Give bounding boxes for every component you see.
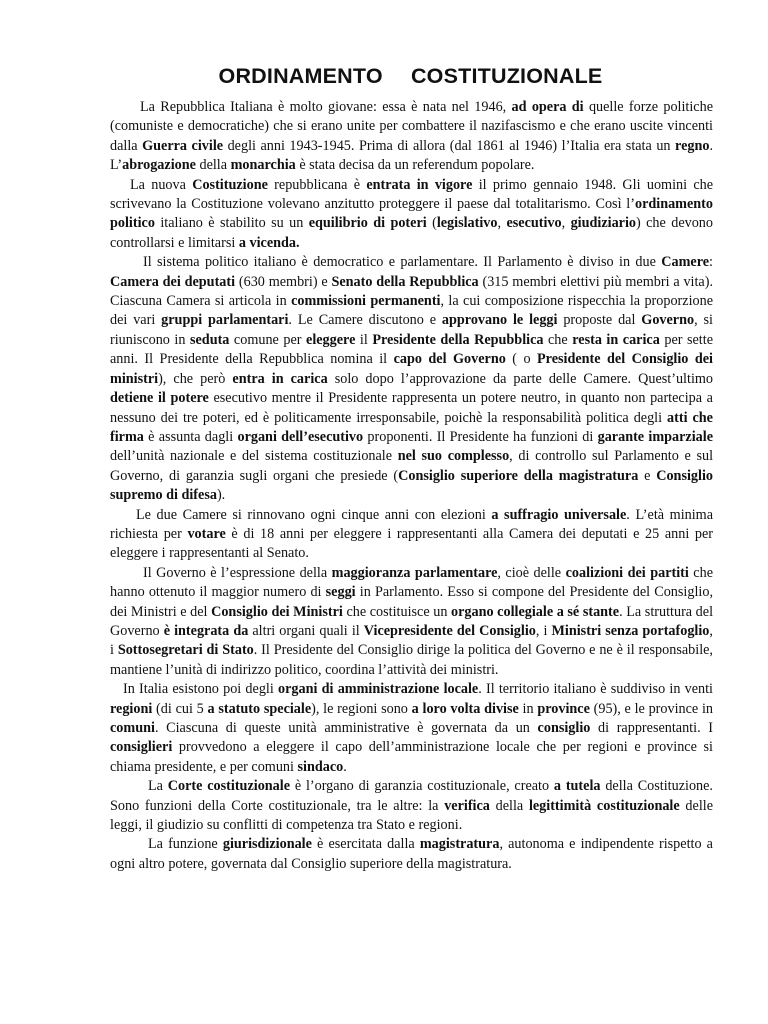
bold-term: coalizioni dei partiti [565,564,689,581]
paragraph-government [110,564,713,680]
bold-term: Presidente del Consiglio dei ministri [110,351,713,387]
text-run: , i [535,622,552,639]
bold-term: sindaco [297,758,344,775]
text-run: . La struttura del Governo [110,603,714,639]
bold-term: organo collegiale a sé stante [451,603,620,620]
paragraph-judiciary [110,835,713,874]
bold-term: Consiglio supremo di difesa [110,467,713,504]
bold-term: Costituzione [192,176,268,193]
bold-term: resta in carica [572,331,660,348]
text-run: , autonoma e indipendente rispetto a ogni altro potere, governata dal Consiglio superiore della magistratura. [110,836,713,872]
text-run: ). [216,487,226,504]
text-run: La Repubblica Italiana è molto giovane: essa è nata nel 1946, [140,99,512,115]
text-run: (630 membri) e [235,273,332,290]
bold-term: detiene il potere [110,390,209,407]
bold-term: seggi [325,584,356,601]
bold-term: è integrata da [163,622,249,639]
bold-term: monarchia [230,157,296,174]
text-run: Il Governo è l’espressione della [143,564,332,581]
bold-term: Consiglio superiore della magistratura [398,467,639,484]
text-run: in [518,700,538,717]
bold-term: esecutivo [506,215,562,232]
bold-term: legislativo [436,215,498,232]
text-run: è stata decisa da un referendum popolare. [295,157,535,174]
bold-term: Sottosegretari di Stato [117,642,254,659]
text-run: La nuova [130,176,193,193]
bold-term: maggioranza parlamentare [331,564,498,581]
bold-term: ordinamento politico [110,196,713,232]
bold-term: a suffragio universale [491,506,627,523]
text-run: , [497,215,507,232]
text-run: ) che devono controllarsi e limitarsi [110,215,713,251]
text-run: . Ciascuna di queste unità amministrative è governata da un [154,720,538,736]
bold-term: entrata in vigore [366,176,473,193]
text-run: , cioè delle [497,564,566,581]
bold-term: commissioni permanenti [291,293,441,310]
bold-term: capo del Governo [393,351,506,368]
paragraph-constitution [110,176,713,254]
bold-term: ad opera di [511,99,584,115]
bold-term: Ministri senza portafoglio [551,622,710,639]
text-run: . Il territorio italiano è suddiviso in venti [478,681,713,698]
text-run: proponenti. Il Presidente ha funzioni di [363,428,598,445]
text-run: e [638,467,657,484]
text-run: per sette anni. Il Presidente della Repubblica nomina il [110,331,713,368]
bold-term: garante imparziale [597,428,713,445]
bold-term: organi di amministrazione locale [278,681,479,698]
bold-term: regioni [110,700,153,717]
bold-term: a tutela [553,778,601,795]
text-run: Le due Camere si rinnovano ogni cinque anni con elezioni [136,506,492,523]
text-run: degli anni 1943-1945. Prima di allora (dal 1861 al 1946) l’Italia era stata un [223,137,676,154]
bold-term: magistratura [419,836,500,853]
bold-term: giurisdizionale [222,836,312,853]
text-run: quelle forze politiche (comuniste e democratiche) che si erano unite per combattere il nazifascismo e che erano uscite vincenti dalla [110,99,713,154]
text-run: ( o [505,351,538,368]
text-run: che costituisce un [342,603,452,620]
text-run: . [343,758,347,775]
text-run: , i [110,622,713,659]
bold-term: consiglio [537,720,591,736]
text-run: in Parlamento. Esso si compone del Presidente del Consiglio, dei Ministri e del [110,584,713,620]
bold-term: comuni [110,720,155,736]
text-run: solo dopo l’approvazione da parte delle Camere. Quest’ultimo [327,370,714,387]
text-run: della [489,797,529,814]
text-run: delle leggi, il giudizio su conflitti di competenza tra Stato e regioni. [110,797,714,834]
text-run: (95), e le province in [589,700,714,717]
text-run: (315 membri elettivi più membri a vita). Ciascuna Camera si articola in [110,273,713,310]
bold-term: a statuto speciale [207,700,312,717]
paragraph-parliament [110,253,713,505]
text-run: . L’ [110,137,713,174]
bold-term: Senato della Repubblica [331,273,479,290]
bold-term: equilibrio di poteri [308,215,427,232]
text-run: della [195,157,231,174]
text-run: ), che però [158,370,233,387]
text-run: italiano è stabilito su un [154,215,309,232]
text-run: dell’unità nazionale e del sistema costituzionale [110,448,398,465]
text-run: La funzione [148,836,223,853]
bold-term: a vicenda. [238,234,300,251]
bold-term: Consiglio dei Ministri [211,603,343,620]
paragraph-elections [110,506,713,564]
bold-term: Corte costituzionale [167,778,291,795]
text-run: . L’età minima richiesta per [110,506,714,542]
text-run: di rappresentanti. I [590,720,713,736]
bold-term: atti che firma [110,409,713,445]
text-run: è di 18 anni per eleggere i rappresentanti alla Camera dei deputati e 25 anni per eleggere i rappresentanti al Senato. [110,525,714,562]
text-run: provvedono a eleggere il capo dell’amministrazione locale che per regioni e province si chiama presidente, e per comuni [110,739,713,775]
text-run: della Costituzione. Sono funzioni della Corte costituzionale, tra le altre: la [110,778,713,814]
bold-term: eleggere [306,331,356,348]
text-run: . Il Presidente del Consiglio dirige la politica del Governo e ne è il responsabile, mantiene l’unità di indirizzo politico, coordina l’attività dei ministri. [110,642,713,678]
text-run: ( [426,215,437,232]
text-run: esecutivo mentre il Presidente rappresenta un potere neutro, in quanto non partecipa a nessuno dei tre poteri, ed è politicamente irresponsabile, poichè la responsabilità politica degli [110,390,713,426]
text-run: comune per [229,331,307,348]
text-run: è esercitata dalla [311,836,420,853]
text-run: Il sistema politico italiano è democratico e parlamentare. Il Parlamento è diviso in due [143,254,662,271]
bold-term: regno [675,137,710,154]
paragraph-local-administration [110,680,713,777]
text-run: , di controllo sul Parlamento e sul Governo, di garanzia sugli organi che presiede ( [110,448,714,484]
bold-term: votare [187,525,226,542]
bold-term: Guerra civile [142,137,224,154]
bold-term: legittimità costituzionale [528,797,680,814]
bold-term: entra in carica [232,370,328,387]
text-run: il primo gennaio 1948. Gli uomini che scrivevano la Costituzione volevano anzitutto proteggere il paese dal totalitarismo. Così l’ [110,176,714,213]
paragraph-constitutional-court [110,777,713,835]
text-run: ), le regioni sono [311,700,412,717]
text-run: (di cui 5 [152,700,208,717]
bold-term: organi dell’esecutivo [237,428,364,445]
bold-term: Camera dei deputati [110,273,236,290]
bold-term: province [537,700,590,717]
bold-term: Presidente della Repubblica [372,331,544,348]
bold-term: Governo [641,312,695,329]
text-run: che [543,331,573,348]
text-run: altri organi quali il [248,622,364,639]
text-run: repubblicana è [267,176,367,193]
text-run: La [148,778,168,795]
text-run: : [709,254,713,271]
text-run: che hanno ottenuto il maggior numero di [110,564,713,601]
bold-term: seduta [189,331,230,348]
bold-term: Camere [661,254,710,271]
bold-term: a loro volta divise [411,700,519,717]
bold-term: verifica [444,797,490,814]
text-run: , si riuniscono in [110,312,713,348]
text-run: è assunta dagli [143,428,238,445]
bold-term: Vicepresidente del Consiglio [363,622,536,639]
paragraph-origins [110,98,713,176]
bold-term: giudiziario [570,215,637,232]
text-run: In Italia esistono poi degli [123,681,279,698]
text-run: il [355,331,373,348]
text-run: . Le Camere discutono e [288,312,442,329]
bold-term: approvano le leggi [441,312,558,329]
bold-term: nel suo complesso [397,448,510,465]
text-run: è l’organo di garanzia costituzionale, creato [290,778,554,795]
text-run: , [561,215,571,232]
text-run: proposte dal [557,312,642,329]
bold-term: abrogazione [122,157,196,174]
bold-term: gruppi parlamentari [161,312,289,329]
page-title: ORDINAMENTO COSTITUZIONALE [218,64,603,88]
bold-term: consiglieri [110,739,173,756]
text-run: , la cui composizione rispecchia la proporzione dei vari [110,293,713,329]
